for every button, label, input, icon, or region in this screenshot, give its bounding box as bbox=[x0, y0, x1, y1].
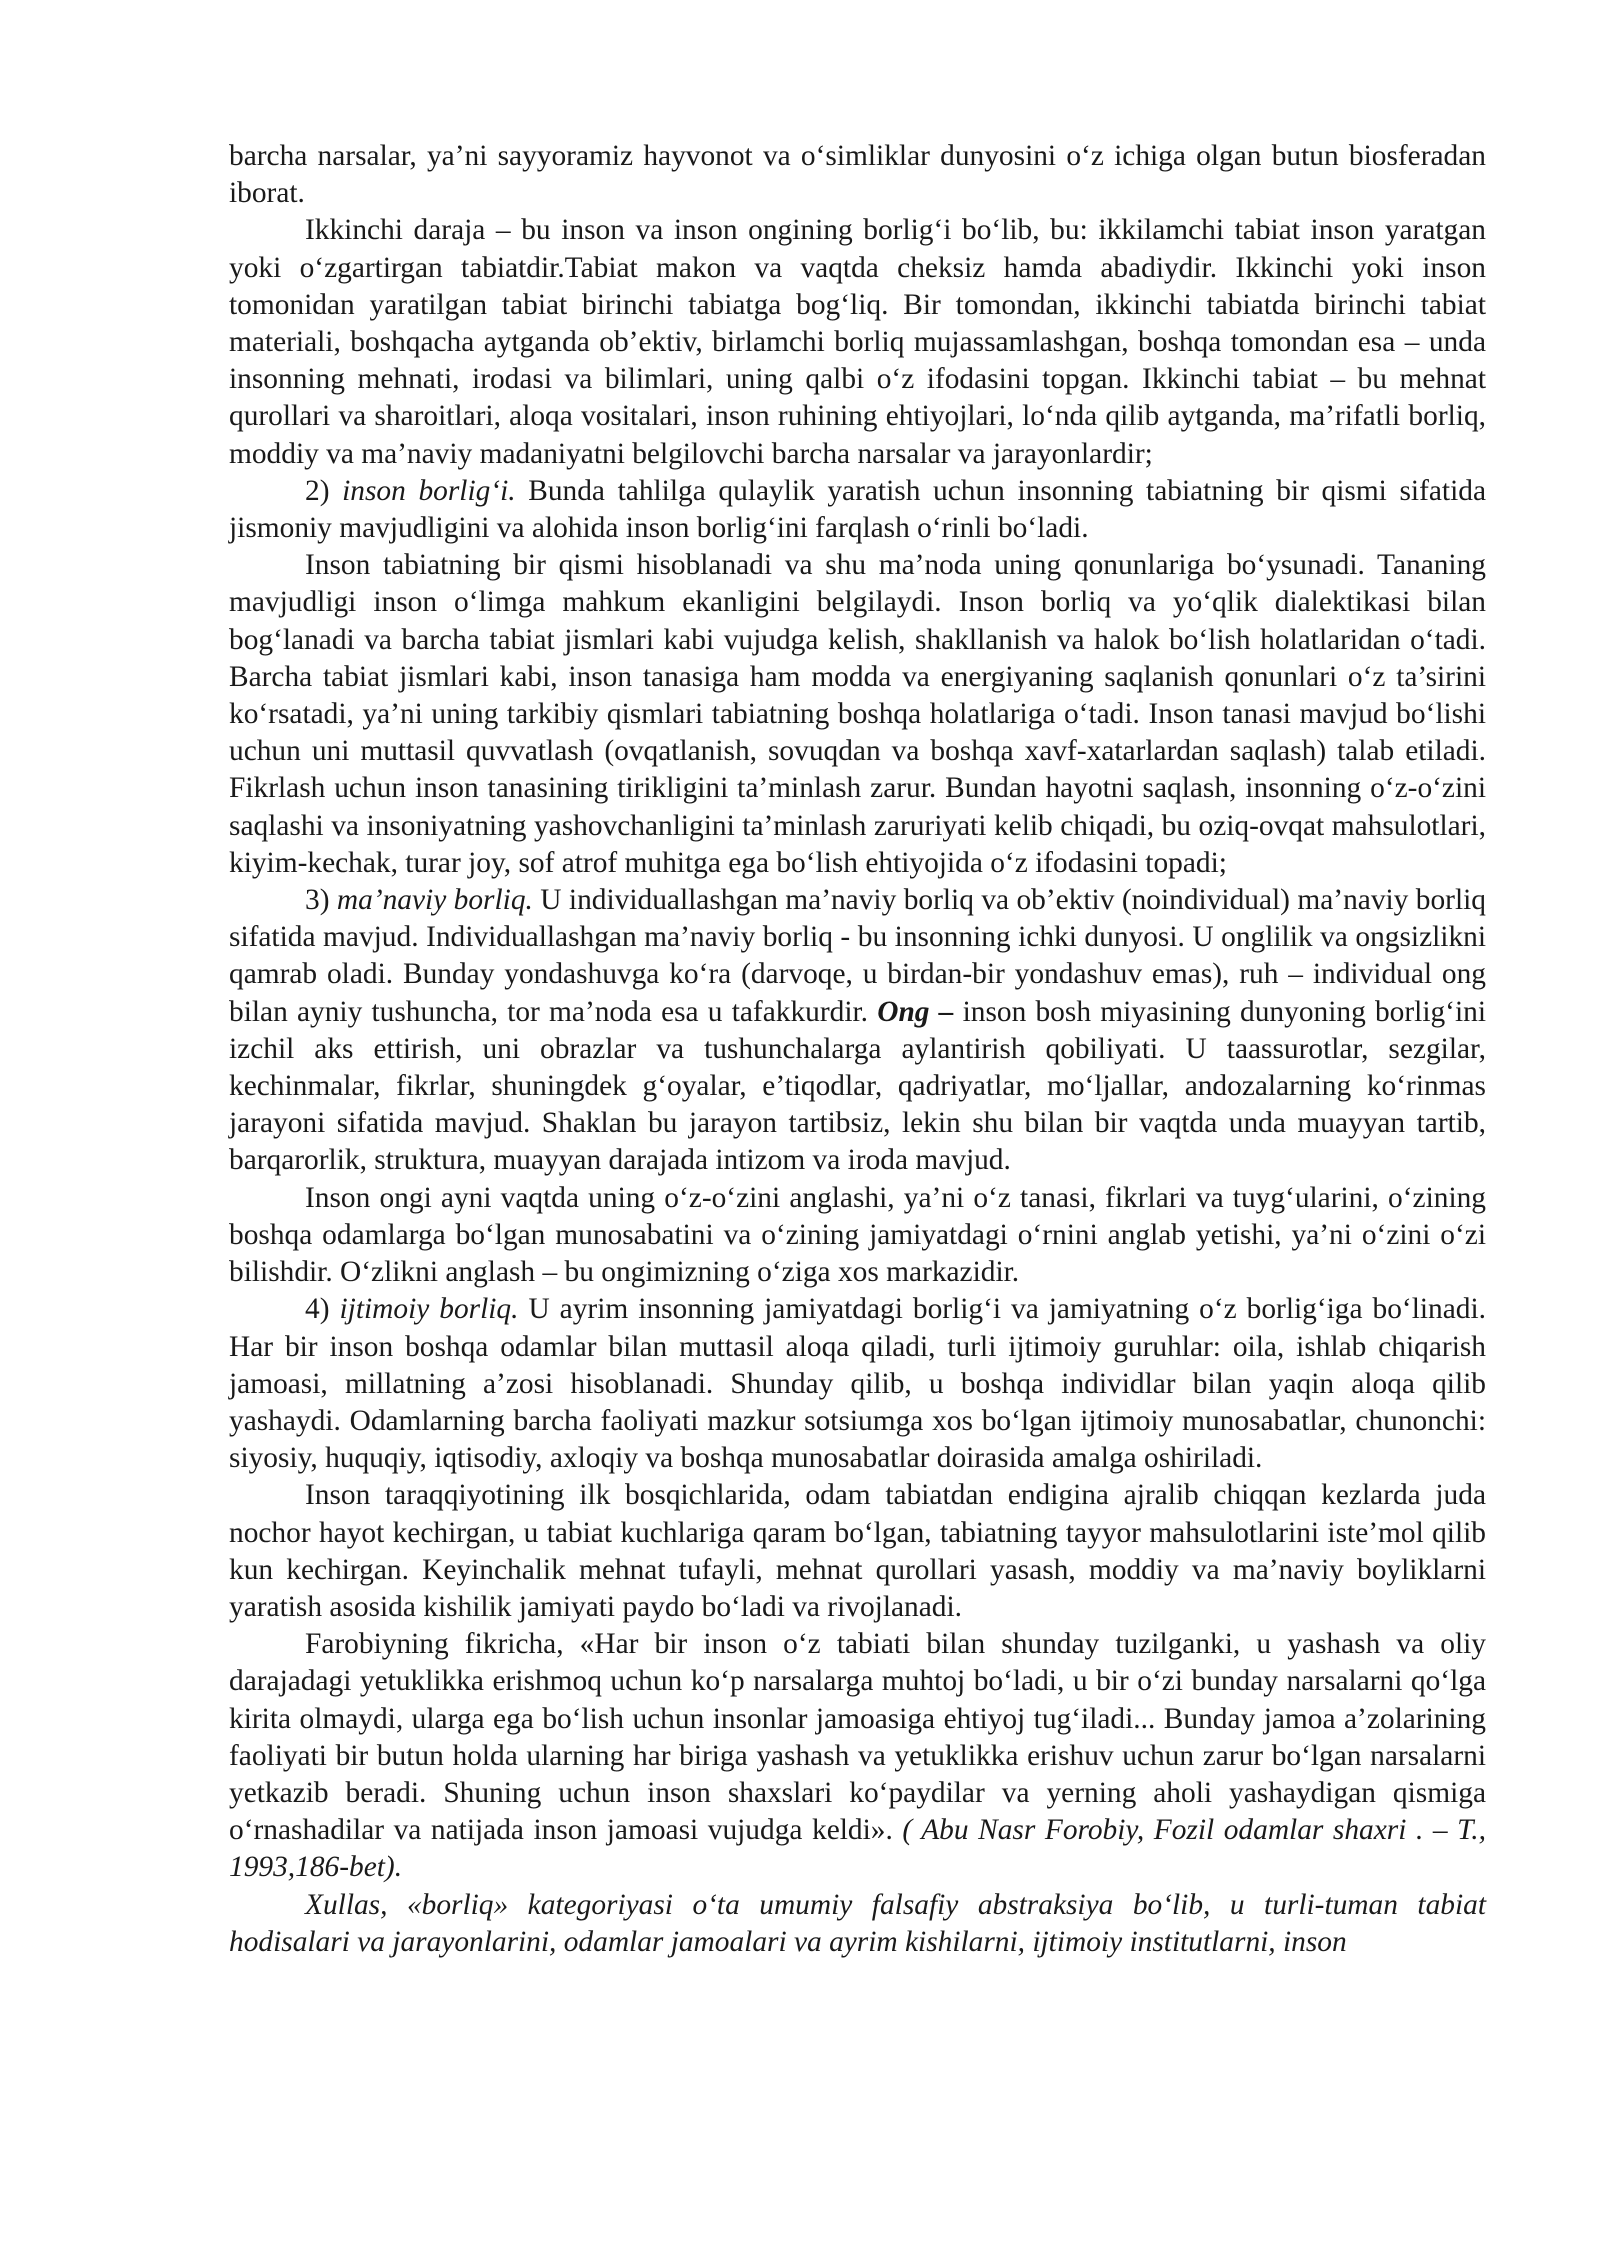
paragraph-text: Bunda tahlilga qulaylik yaratish uchun insonning tabiatning bir qismi sifatida jismoniy mavjudligini va alohida inson borlig‘ini farqlash o‘rinli bo‘ladi. bbox=[229, 474, 1486, 545]
paragraph-spiritual-being bbox=[229, 882, 1486, 1180]
term-ijtimoiy-borliq: ijtimoiy borliq. bbox=[339, 1293, 519, 1326]
paragraph-second-level: Ikkinchi daraja – bu inson va inson ongining borlig‘i bo‘lib, bu: ikkilamchi tabiat inson yaratgan yoki o‘zgartirgan tabiatdir.Tabiat makon va vaqtda cheksiz hamda abadiydir. Ikkinchi yoki inson tomonidan yaratilgan tabiat birinchi tabiatga bog‘liq. Bir tomondan, ikkinchi tabiatda birinchi tabiat materiali, boshqacha aytganda ob’ektiv, birlamchi borliq mujassamlashgan, boshqa tomondan esa – unda insonning mehnati, irodasi va bilimlari, uning qalbi o‘z ifodasini topgan. Ikkinchi tabiat – bu mehnat qurollari va sharoitlari, aloqa vositalari, inson ruhining ehtiyojlari, lo‘nda qilib aytganda, ma’rifatli borliq, moddiy va ma’naviy madaniyatni belgilovchi barcha narsalar va jarayonlardir; bbox=[229, 214, 1486, 470]
paragraph-human-being bbox=[229, 473, 1486, 547]
paragraph-social-being bbox=[229, 1291, 1486, 1477]
paragraph-text: U individuallashgan ma’naviy borliq va ob’ektiv (noindividual) ma’naviy borliq sifatida mavjud. Individuallashgan ma’naviy borliq - bu insonning ichki dunyosi. U onglilik va ongsizlikni qamrab oladi. Bunday yondashuvga ko‘ra (darvoqe, u birdan-bir yondashuv emas), ruh – individual ong bilan ayniy tushuncha, tor ma’noda esa u tafakkurdir. bbox=[229, 884, 1486, 1028]
paragraph-text: Farobiyning fikricha, «Har bir inson o‘z tabiati bilan shunday tuzilganki, u yashash va oliy darajadagi yetuklikka erishmoq uchun ko‘p narsalarga muhtoj bo‘ladi, u bir o‘zi bunday narsalarni qo‘lga kirita olmaydi, ularga ega bo‘lish uchun insonlar jamoasiga ehtiyoj tug‘iladi... Bunday jamoa a’zolarining faoliyati bir butun holda ularning har biriga yashash va yetuklikka erishuv uchun zarur bo‘lgan narsalarni yetkazib beradi. Shuning uchun inson shaxslari ko‘paydilar va yerning aholi yashaydigan qismiga o‘rnashadilar va natijada inson jamoasi vujudga keldi». bbox=[229, 1628, 1486, 1847]
list-number: 4) bbox=[305, 1293, 340, 1326]
paragraph-text: inson bosh miyasining dunyoning borlig‘ini izchil aks ettirish, uni obrazlar va tushunchalarga aylantirish qobiliyati. U taassurotlar, sezgilar, kechinmalar, fikrlar, shuningdek g‘oyalar, e’tiqodlar, qadriyatlar, mo‘ljallar, andozalarning ko‘rinmas jarayoni sifatida mavjud. Shaklan bu jarayon tartibsiz, lekin shu bilan bir vaqtda unda muayyan tartib, barqarorlik, struktura, muayyan darajada intizom va iroda mavjud. bbox=[229, 995, 1486, 1177]
paragraph-conclusion: Xullas, «borliq» kategoriyasi o‘ta umumiy falsafiy abstraksiya bo‘lib, u turli-tuman tabiat hodisalari va jarayonlarini, odamlar jamoalari va ayrim kishilarni, ijtimoiy institutlarni, inson bbox=[229, 1888, 1486, 1958]
term-ong: Ong – bbox=[877, 995, 954, 1028]
list-number: 2) bbox=[305, 474, 343, 507]
term-inson-borligi: inson borlig‘i. bbox=[342, 474, 516, 507]
paragraph-text: U ayrim insonning jamiyatdagi borlig‘i va jamiyatning o‘z borlig‘iga bo‘linadi. Har bir inson boshqa odamlar bilan muttasil aloqa qiladi, turli ijtimoiy guruhlar: oila, ishlab chiqarish jamoasi, millatning a’zosi hisoblanadi. Shunday qilib, u boshqa individlar bilan yaqin aloqa qilib yashaydi. Odamlarning barcha faoliyati mazkur sotsiumga xos bo‘lgan ijtimoiy munosabatlar, chunonchi: siyosiy, huquqiy, iqtisodiy, axloqiy va boshqa munosabatlar doirasida amalga oshiriladi. bbox=[229, 1293, 1486, 1475]
paragraph-consciousness: Inson ongi ayni vaqtda uning o‘z-o‘zini anglashi, ya’ni o‘z tanasi, fikrlari va tuyg‘ularini, o‘zining boshqa odamlarga bo‘lgan munosabatini va o‘zining jamiyatdagi o‘rnini anglab yetishi, ya’ni o‘zini o‘zi bilishdir. O‘zlikni anglash – bu ongimizning o‘ziga xos markazidir. bbox=[229, 1181, 1486, 1289]
paragraph-biosphere: barcha narsalar, ya’ni sayyoramiz hayvonot va o‘simliklar dunyosini o‘z ichiga olgan butun biosferadan iborat. bbox=[229, 140, 1486, 210]
paragraph-development: Inson taraqqiyotining ilk bosqichlarida, odam tabiatdan endigina ajralib chiqqan kezlarda juda nochor hayot kechirgan, u tabiat kuchlariga qaram bo‘lgan, tabiatning tayyor mahsulotlarini iste’mol qilib kun kechirgan. Keyinchalik mehnat tufayli, mehnat qurollari yasash, moddiy va ma’naviy boyliklarni yaratish asosida kishilik jamiyati paydo bo‘ladi va rivojlanadi. bbox=[229, 1479, 1486, 1623]
paragraph-human-nature: Inson tabiatning bir qismi hisoblanadi va shu ma’noda uning qonunlariga bo‘ysunadi. Tananing mavjudligi inson o‘limga mahkum ekanligini belgilaydi. Inson borliq va yo‘qlik dialektikasi bilan bog‘lanadi va barcha tabiat jismlari kabi vujudga kelish, shakllanish va halok bo‘lish holatlaridan o‘tadi. Barcha tabiat jismlari kabi, inson tanasiga ham modda va energiyaning saqlanish qonunlari o‘z ta’sirini ko‘rsatadi, ya’ni uning tarkibiy qismlari tabiatning boshqa holatlariga o‘tadi. Inson tanasi mavjud bo‘lishi uchun uni muttasil quvvatlash (ovqatlanish, sovuqdan va boshqa xavf-xatarlardan saqlash) talab etiladi. Fikrlash uchun inson tanasining tirikligini ta’minlash zarur. Bundan hayotni saqlash, insonning o‘z-o‘zini saqlashi va insoniyatning yashovchanligini ta’minlash zaruriyati kelib chiqadi, bu oziq-ovqat mahsulotlari, kiyim-kechak, turar joy, sof atrof muhitga ega bo‘lish ehtiyojida o‘z ifodasini topadi; bbox=[229, 549, 1486, 879]
citation: ( Abu Nasr Forobiy, Fozil odamlar shaxri . – T., 1993,186-bet). bbox=[229, 1814, 1486, 1884]
list-number: 3) bbox=[305, 884, 337, 917]
document-page bbox=[229, 138, 1486, 1961]
term-manaviy-borliq: ma’naviy borliq. bbox=[336, 884, 533, 917]
paragraph-farobiy bbox=[229, 1626, 1486, 1886]
